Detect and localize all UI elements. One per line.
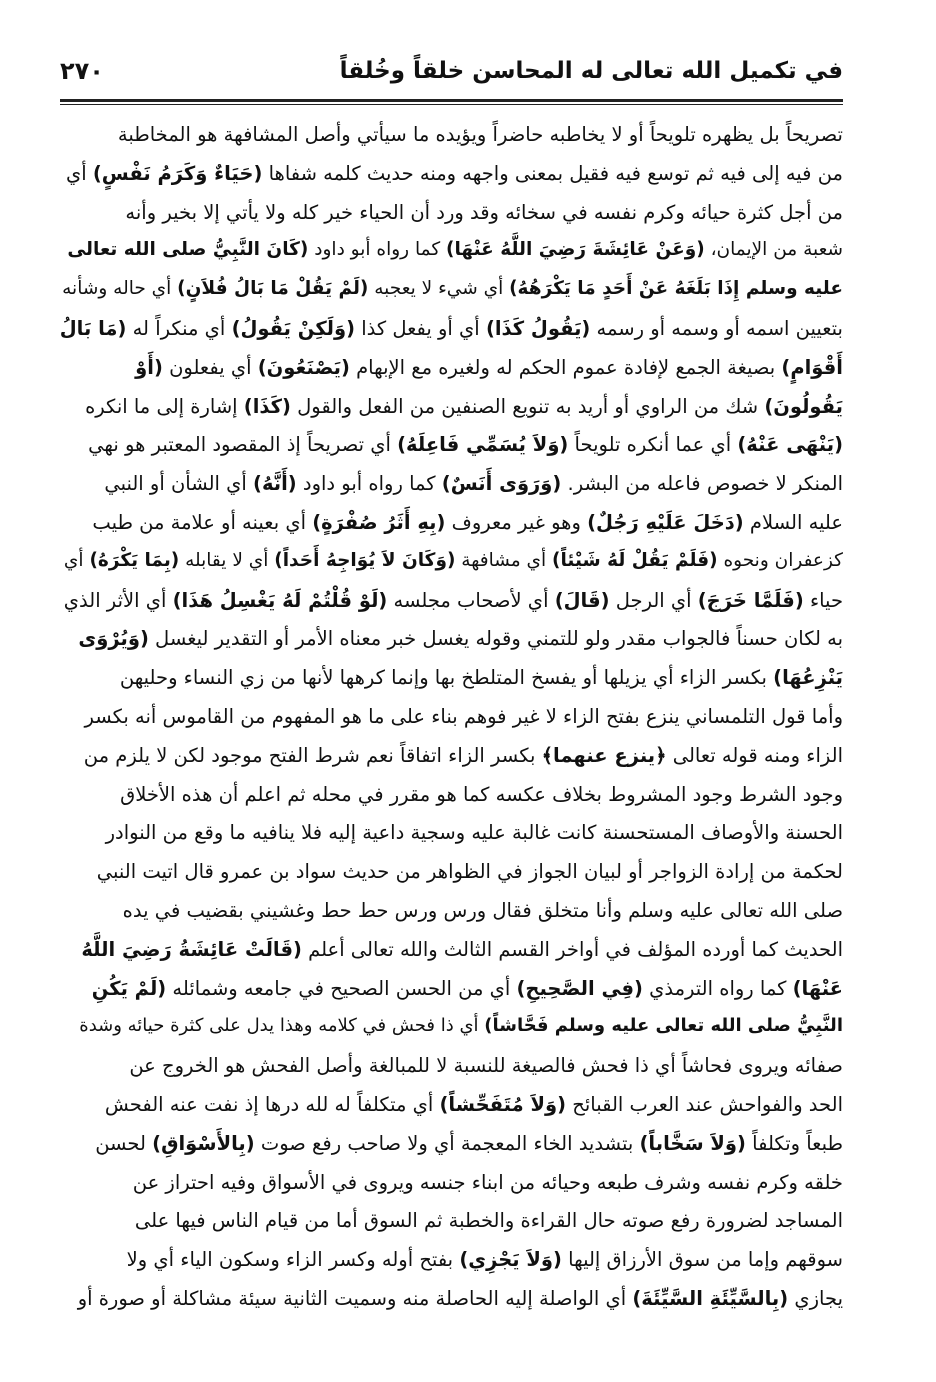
commentary-segment: أي bbox=[63, 549, 90, 571]
hadith-quote: (مَا بَالُ bbox=[60, 316, 127, 340]
text-line bbox=[60, 1202, 843, 1241]
commentary-segment: لحكمة من إرادة الزواجر أو لبيان الجواز في الظواهر من حديث سواد بن عمرو قال اتيت النبي bbox=[96, 860, 843, 884]
hadith-quote: (حَيَاءٌ وَكَرَمُ نَفْسٍ) bbox=[92, 161, 263, 185]
text-line bbox=[60, 271, 843, 310]
commentary-segment: الحسنة والأوصاف المستحسنة كانت غالبة عليه وسجية داعية إليه فلا ينافيه ما وقع من النوادر bbox=[105, 821, 843, 845]
commentary-segment: أي تصريحاً إذ المقصود المعتبر هو نهي bbox=[88, 433, 398, 457]
text-line bbox=[60, 349, 843, 388]
commentary-segment: يجازي bbox=[788, 1286, 843, 1310]
commentary-segment: أي من الحسن الصحيح في جامعه وشمائله bbox=[166, 976, 517, 1000]
text-line bbox=[60, 543, 843, 582]
hadith-quote: (وَلاَ يُسَمِّي فَاعِلَهُ) bbox=[397, 433, 569, 457]
text-line bbox=[60, 659, 843, 698]
commentary-segment: أي مشافهة bbox=[455, 549, 553, 571]
commentary-segment: المساجد لضرورة رفع صوته حال القراءة والخطبة ثم السوق أما من قيام الناس فيها على bbox=[134, 1209, 843, 1233]
commentary-segment: كزعفران ونحوه bbox=[717, 549, 843, 571]
commentary-segment: أي أو يفعل كذا bbox=[355, 316, 486, 340]
text-line bbox=[60, 232, 843, 271]
commentary-segment: أي بعينه أو علامة من طيب bbox=[92, 510, 313, 534]
commentary-segment: من فيه إلى فيه ثم توسع فيه فقيل بمعنى واجهه ومنه حديث كلمه شفاها bbox=[262, 161, 843, 185]
commentary-segment: أي لا يقابله bbox=[179, 549, 275, 571]
hadith-quote: (بِالسَّيِّئَةِ السَّيِّئَةَ) bbox=[632, 1286, 789, 1310]
commentary-segment: كما رواه الترمذي bbox=[642, 976, 793, 1000]
commentary-segment: وأما قول التلمساني ينزع بفتح الزاء لا غير فوهم بناء على ما هو المفهوم من القاموس أنه بكسر bbox=[84, 704, 843, 728]
text-line bbox=[60, 388, 843, 427]
hadith-quote: (دَخَلَ عَلَيْهِ رَجُلٌ) bbox=[587, 510, 744, 534]
hadith-quote: عَنْهَا) bbox=[792, 976, 843, 1000]
hadith-quote: (قَالَ) bbox=[554, 588, 610, 612]
commentary-segment: أي ذا فحش في كلامه وهذا يدل على كثرة حيائه وشدة bbox=[79, 1015, 485, 1037]
commentary-segment: خلقه وكرم نفسه وشرف طبعه وحيائه من ابناء جنسه ويروى في الأسواق وفيه احتراز عن bbox=[132, 1170, 843, 1194]
commentary-segment: به لكان حسناً فالجواب مقدر ولو للتمني وقوله يغسل خبر معناه الأمر أو التقدير ليغسل bbox=[148, 627, 843, 651]
text-line bbox=[60, 465, 843, 504]
commentary-segment: شك من الراوي أو أريد به تنويع الصنفين من الفعل والقول bbox=[290, 394, 765, 418]
hadith-quote: (أَنَّهُ) bbox=[253, 472, 297, 496]
commentary-segment: أي يفعلون bbox=[162, 355, 258, 379]
hadith-quote: (كَذَا) bbox=[243, 394, 291, 418]
hadith-quote: (وَعَنْ عَائِشَةَ رَضِيَ اللَّهُ عَنْهَا) bbox=[446, 239, 705, 261]
header-rule bbox=[60, 99, 843, 105]
commentary-segment: الحديث كما أورده المؤلف في أواخر القسم الثالث والله تعالى أعلم bbox=[301, 937, 843, 961]
text-line bbox=[60, 426, 843, 465]
hadith-quote: (فَلَمَّا خَرَجَ) bbox=[697, 588, 804, 612]
hadith-quote: يَقُولُونَ) bbox=[764, 394, 843, 418]
commentary-segment: بكسر الزاء أي يزيلها أو يفسخ المتلطخ بها وإنما كرهها لأنها من زي النساء وحليهن bbox=[119, 666, 774, 690]
commentary-segment: عليه السلام bbox=[743, 510, 843, 534]
text-line bbox=[60, 1280, 843, 1319]
commentary-segment: كما رواه أبو داود bbox=[296, 472, 442, 496]
hadith-quote: (يَقُولُ كَذَا) bbox=[485, 316, 591, 340]
commentary-segment: الحد والفواحش عند العرب القبائح bbox=[566, 1092, 843, 1116]
hadith-quote: (لَمْ يَكُنِ bbox=[91, 976, 167, 1000]
commentary-segment: الزاء ومنه قوله تعالى bbox=[666, 743, 843, 767]
hadith-quote: النَّبِيُّ صلى الله تعالى عليه وسلم فَحَّاشاً) bbox=[484, 1015, 843, 1037]
commentary-segment: أي الرجل bbox=[609, 588, 698, 612]
text-line bbox=[60, 698, 843, 737]
commentary-segment: أي الأثر الذي bbox=[63, 588, 173, 612]
hadith-quote: (لَمْ يَقُلْ مَا بَالُ فُلاَنٍ) bbox=[177, 278, 369, 300]
running-header bbox=[60, 50, 843, 92]
commentary-segment: وهو غير معروف bbox=[445, 510, 588, 534]
commentary-segment: أي حاله وشأنه bbox=[62, 278, 178, 300]
text-line bbox=[60, 1047, 843, 1086]
hadith-quote: ﴿ينزع عنهما﴾ bbox=[541, 743, 667, 767]
commentary-segment: من أجل كثرة حيائه وكرم نفسه في سخائه وقد ورد أن الحياء خير كله ولا يأتي إلا بخير وأنه bbox=[125, 200, 843, 224]
hadith-quote: (فَلَمْ يَقُلْ لَهُ شَيْئاً) bbox=[552, 549, 718, 571]
hadith-quote: (وَلاَ سَخَّاباً) bbox=[639, 1131, 746, 1155]
text-line bbox=[60, 814, 843, 853]
text-line bbox=[60, 892, 843, 931]
text-line bbox=[60, 853, 843, 892]
text-line bbox=[60, 116, 843, 155]
commentary-segment: أي الواصلة إليه الحاصلة منه وسميت الثانية سيئة مشاكلة أو صورة أو bbox=[77, 1286, 633, 1310]
hadith-quote: (بِمَا يَكْرَهُ) bbox=[89, 549, 180, 571]
commentary-text bbox=[60, 116, 843, 1319]
hadith-quote: (يَنْهَى عَنْهُ) bbox=[737, 433, 843, 457]
commentary-segment: بتعيين اسمه أو وسمه أو رسمه bbox=[590, 316, 843, 340]
hadith-quote: (وَرَوَى أَنَسٌ) bbox=[441, 472, 562, 496]
text-line bbox=[60, 776, 843, 815]
commentary-segment: إشارة إلى ما انكره bbox=[85, 394, 244, 418]
text-line bbox=[60, 737, 843, 776]
commentary-segment: سوقهم وإما من سوق الأرزاق إليها bbox=[561, 1248, 843, 1272]
commentary-segment: أي منكراً له bbox=[126, 316, 232, 340]
text-line bbox=[60, 310, 843, 349]
commentary-segment: صفائه ويروى فحاشاً أي ذا فحش فالصيغة للنسبة لا للمبالغة وأصل الفحش هو الخروج عن bbox=[129, 1054, 843, 1078]
text-line bbox=[60, 620, 843, 659]
hadith-quote: عليه وسلم إِذَا بَلَغَهُ عَنْ أَحَدٍ مَا يَكْرَهُهُ) bbox=[509, 278, 843, 300]
hadith-quote: (وَكَانَ لاَ يُوَاجِهُ أَحَداً) bbox=[274, 549, 456, 571]
hadith-quote: (وَلاَ مُتَفَحِّشاً) bbox=[439, 1092, 567, 1116]
commentary-segment: صلى الله تعالى عليه وسلم وأنا متخلق فقال ورس ورس حط حط وغشيني بقضيب في يده bbox=[122, 898, 843, 922]
commentary-segment: أي لأصحاب مجلسه bbox=[387, 588, 555, 612]
text-line bbox=[60, 194, 843, 233]
commentary-segment: شعبة من الإيمان، bbox=[704, 239, 843, 261]
commentary-segment: بكسر الزاء اتفاقاً نعم شرط الفتح موجود لكن لا يلزم من bbox=[83, 743, 542, 767]
hadith-quote: (بِهِ أَثَرُ صُفْرَةٍ) bbox=[312, 510, 446, 534]
commentary-segment: أي متكلفاً له لله درها إذ نفت عنه الفحش bbox=[104, 1092, 440, 1116]
text-line bbox=[60, 1241, 843, 1280]
text-line bbox=[60, 1008, 843, 1047]
hadith-quote: (لَوْ قُلْتُمْ لَهُ يَغْسِلُ هَذَا) bbox=[172, 588, 388, 612]
text-line bbox=[60, 970, 843, 1009]
running-title: في تكميل الله تعالى له المحاسن خلقاً وخُلقاً bbox=[339, 58, 843, 84]
text-line bbox=[60, 155, 843, 194]
commentary-segment: أي الشأن أو النبي bbox=[104, 472, 254, 496]
commentary-segment: بفتح أوله وكسر الزاء وسكون الياء أي ولا bbox=[126, 1248, 460, 1272]
hadith-quote: أَقْوَامٍ) bbox=[781, 355, 843, 379]
text-line bbox=[60, 1086, 843, 1125]
hadith-quote: (قَالَتْ عَائِشَةُ رَضِيَ اللَّهُ bbox=[81, 937, 302, 961]
commentary-segment: أي عما أنكره تلويحاً bbox=[568, 433, 738, 457]
hadith-quote: (كَانَ النَّبِيُّ صلى الله تعالى bbox=[67, 239, 309, 261]
hadith-quote: (فِي الصَّحِيحِ) bbox=[516, 976, 643, 1000]
hadith-quote: يَنْزِعُهَا) bbox=[773, 666, 843, 690]
commentary-segment: بصيغة الجمع لإفادة عموم الحكم له ولغيره مع الإبهام bbox=[349, 355, 782, 379]
hadith-quote: (وَيُرْوَى bbox=[78, 627, 149, 651]
text-line bbox=[60, 931, 843, 970]
commentary-segment: لحسن bbox=[95, 1131, 153, 1155]
commentary-segment: وجود الشرط وجود المشروط بخلاف عكسه كما هو مقرر في محله ثم اعلم أن هذه الأخلاق bbox=[120, 782, 843, 806]
hadith-quote: (وَلَكِنْ يَقُولُ) bbox=[231, 316, 356, 340]
commentary-segment: تصريحاً بل يظهره تلويحاً أو لا يخاطبه حاضراً ويؤيده ما سيأتي وأصل المشافهة هو المخاطبة bbox=[117, 123, 843, 146]
commentary-segment: المنكر لا خصوص فاعله من البشر. bbox=[561, 472, 843, 496]
commentary-segment: أي bbox=[65, 161, 93, 185]
hadith-quote: (يَصْنَعُونَ) bbox=[257, 355, 350, 379]
text-line bbox=[60, 1125, 843, 1164]
page-number: ٢٧٠ bbox=[60, 57, 104, 85]
hadith-quote: (وَلاَ يَجْزِي) bbox=[459, 1248, 562, 1272]
text-line bbox=[60, 504, 843, 543]
commentary-segment: طبعاً وتكلفاً bbox=[745, 1131, 843, 1155]
text-line bbox=[60, 1164, 843, 1203]
hadith-quote: (بِالأَسْوَاقِ) bbox=[152, 1131, 255, 1155]
commentary-segment: أي شيء لا يعجبه bbox=[368, 278, 510, 300]
commentary-segment: بتشديد الخاء المعجمة أي ولا صاحب رفع صوت bbox=[254, 1131, 640, 1155]
hadith-quote: (أَوْ bbox=[135, 355, 163, 379]
commentary-segment: حياء bbox=[803, 588, 843, 612]
commentary-segment: كما رواه أبو داود bbox=[308, 239, 447, 261]
text-line bbox=[60, 582, 843, 621]
